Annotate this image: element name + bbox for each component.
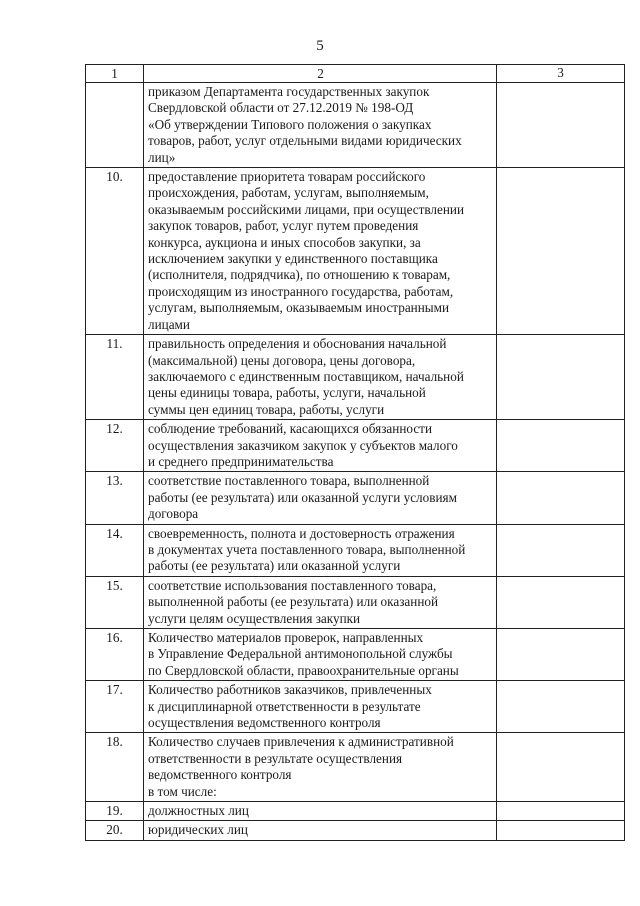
row-text: приказом Департамента государственных закупок Свердловской области от 27.12.2019 № 198-ОД «Об утверждении Типового положения о закупках товаров, работ, услуг отдельными видами юридических лиц» [144,83,497,168]
row-number: 18. [86,733,144,802]
row-text: юридических лиц [144,821,497,840]
row-value-cell [497,733,625,802]
table-row [86,472,625,524]
row-number: 15. [86,576,144,628]
table-header-row [86,65,625,83]
row-text: Количество случаев привлечения к административной ответственности в результате осуществления ведомственного контроля в том числе: [144,733,497,802]
row-text: Количество материалов проверок, направленных в Управление Федеральной антимонопольной службы по Свердловской области, правоохранительные органы [144,629,497,681]
table-row [86,681,625,733]
row-number: 17. [86,681,144,733]
row-value-cell [497,681,625,733]
table-row [86,802,625,821]
row-text: должностных лиц [144,802,497,821]
row-text: правильность определения и обоснования начальной (максимальной) цены договора, цены договора, заключаемого с единственным поставщиком, начальной цены единицы товара, работы, услуги, начальной суммы цен единиц товара, работы, услуги [144,335,497,420]
table-row [86,168,625,335]
header-col-2: 2 [144,65,497,83]
row-number: 14. [86,524,144,576]
row-number: 12. [86,420,144,472]
row-text: своевременность, полнота и достоверность отражения в документах учета поставленного товара, выполненной работы (ее результата) или оказанной услуги [144,524,497,576]
row-value-cell [497,524,625,576]
header-col-1: 1 [86,65,144,83]
table-row [86,821,625,840]
row-number: 13. [86,472,144,524]
table-row [86,420,625,472]
table-row [86,733,625,802]
header-col-3: 3 [497,65,625,83]
row-value-cell [497,168,625,335]
row-number: 11. [86,335,144,420]
row-value-cell [497,821,625,840]
table-row [86,629,625,681]
control-table [85,64,625,841]
row-number: 20. [86,821,144,840]
row-text: соблюдение требований, касающихся обязанности осуществления заказчиком закупок у субъектов малого и среднего предпринимательства [144,420,497,472]
row-text: предоставление приоритета товарам российского происхождения, работам, услугам, выполняемым, оказываемым российскими лицами, при осуществлении закупок товаров, работ, услуг путем проведения конкурса, аукциона и иных способов закупки, за исключением закупки у единственного поставщика (исполнителя, подрядчика), по отношению к товарам, происходящим из иностранного государства, работам, услугам, выполняемым, оказываемым иностранными лицами [144,168,497,335]
row-text: соответствие поставленного товара, выполненной работы (ее результата) или оказанной услуги условиям договора [144,472,497,524]
table-row [86,335,625,420]
table-row [86,83,625,168]
row-value-cell [497,472,625,524]
page-number: 5 [316,38,324,54]
row-value-cell [497,83,625,168]
table-row [86,524,625,576]
table-row [86,576,625,628]
row-text: Количество работников заказчиков, привлеченных к дисциплинарной ответственности в результате осуществления ведомственного контроля [144,681,497,733]
row-number: 19. [86,802,144,821]
row-value-cell [497,335,625,420]
row-number: 10. [86,168,144,335]
row-value-cell [497,576,625,628]
row-value-cell [497,629,625,681]
row-number: 16. [86,629,144,681]
row-value-cell [497,802,625,821]
row-number [86,83,144,168]
row-value-cell [497,420,625,472]
row-text: соответствие использования поставленного товара, выполненной работы (ее результата) или оказанной услуги целям осуществления закупки [144,576,497,628]
